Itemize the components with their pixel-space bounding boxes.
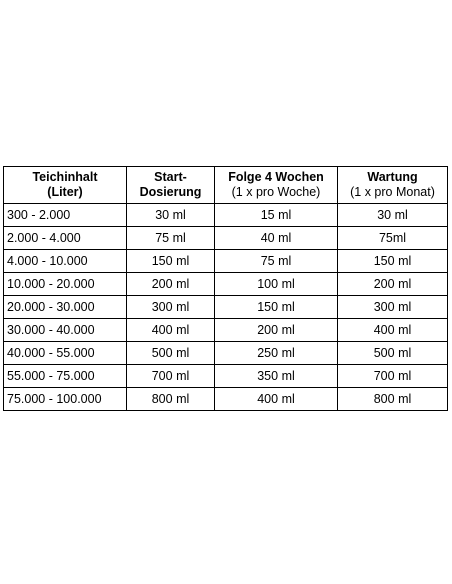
pond-volume-cell: 2.000 - 4.000: [4, 227, 127, 250]
maintenance-dose-cell: 30 ml: [338, 204, 448, 227]
header-start-dose-title: Start-: [154, 170, 187, 184]
start-dose-cell: 800 ml: [127, 388, 215, 411]
dosage-table-container: [3, 166, 447, 411]
header-follow-up: [215, 167, 338, 204]
follow-up-dose-cell: 150 ml: [215, 296, 338, 319]
maintenance-dose-cell: 500 ml: [338, 342, 448, 365]
table-row: [4, 319, 448, 342]
header-maintenance-frequency: (1 x pro Monat): [350, 185, 435, 199]
follow-up-dose-cell: 100 ml: [215, 273, 338, 296]
pond-volume-cell: 20.000 - 30.000: [4, 296, 127, 319]
start-dose-cell: 30 ml: [127, 204, 215, 227]
table-row: [4, 273, 448, 296]
header-maintenance-title: Wartung: [367, 170, 418, 184]
maintenance-dose-cell: 400 ml: [338, 319, 448, 342]
table-row: [4, 296, 448, 319]
follow-up-dose-cell: 200 ml: [215, 319, 338, 342]
start-dose-cell: 400 ml: [127, 319, 215, 342]
follow-up-dose-cell: 250 ml: [215, 342, 338, 365]
pond-volume-cell: 10.000 - 20.000: [4, 273, 127, 296]
table-row: [4, 342, 448, 365]
table-row: [4, 365, 448, 388]
follow-up-dose-cell: 400 ml: [215, 388, 338, 411]
follow-up-dose-cell: 75 ml: [215, 250, 338, 273]
start-dose-cell: 150 ml: [127, 250, 215, 273]
table-row: [4, 250, 448, 273]
maintenance-dose-cell: 800 ml: [338, 388, 448, 411]
pond-volume-cell: 300 - 2.000: [4, 204, 127, 227]
maintenance-dose-cell: 300 ml: [338, 296, 448, 319]
table-body: [4, 204, 448, 411]
header-start-dose-subtitle: Dosierung: [139, 185, 202, 199]
maintenance-dose-cell: 150 ml: [338, 250, 448, 273]
header-follow-up-title: Folge 4 Wochen: [228, 170, 324, 184]
start-dose-cell: 75 ml: [127, 227, 215, 250]
maintenance-dose-cell: 200 ml: [338, 273, 448, 296]
pond-volume-cell: 55.000 - 75.000: [4, 365, 127, 388]
table-row: [4, 227, 448, 250]
pond-volume-cell: 30.000 - 40.000: [4, 319, 127, 342]
header-pond-volume-title: Teichinhalt: [32, 170, 98, 184]
header-maintenance: [338, 167, 448, 204]
table-row: [4, 388, 448, 411]
dosage-table: [3, 166, 448, 411]
follow-up-dose-cell: 15 ml: [215, 204, 338, 227]
start-dose-cell: 200 ml: [127, 273, 215, 296]
start-dose-cell: 300 ml: [127, 296, 215, 319]
follow-up-dose-cell: 40 ml: [215, 227, 338, 250]
start-dose-cell: 500 ml: [127, 342, 215, 365]
header-follow-up-frequency: (1 x pro Woche): [231, 185, 321, 199]
pond-volume-cell: 4.000 - 10.000: [4, 250, 127, 273]
header-pond-volume: [4, 167, 127, 204]
pond-volume-cell: 40.000 - 55.000: [4, 342, 127, 365]
header-pond-volume-unit: (Liter): [47, 185, 83, 199]
start-dose-cell: 700 ml: [127, 365, 215, 388]
pond-volume-cell: 75.000 - 100.000: [4, 388, 127, 411]
follow-up-dose-cell: 350 ml: [215, 365, 338, 388]
maintenance-dose-cell: 700 ml: [338, 365, 448, 388]
header-start-dose: [127, 167, 215, 204]
table-row: [4, 204, 448, 227]
maintenance-dose-cell: 75ml: [338, 227, 448, 250]
table-header-row: [4, 167, 448, 204]
